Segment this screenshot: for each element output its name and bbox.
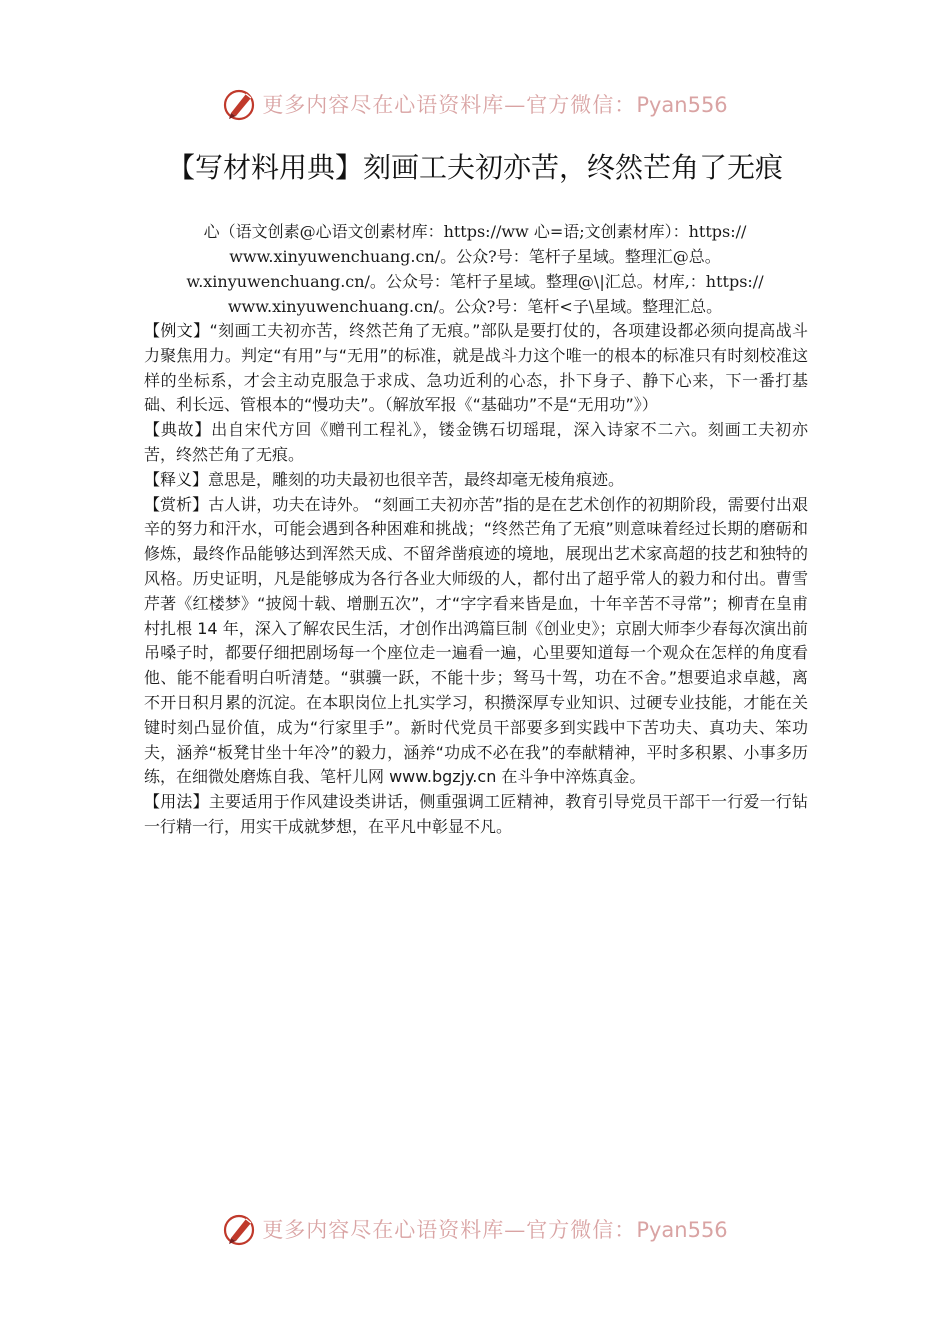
section-tag: 【赏析】: [144, 494, 209, 514]
source-info: [140, 219, 810, 319]
section-text: “刻画工夫初亦苦，终然芒角了无痕。”部队是要打仗的，各项建设都必须向提高战斗力聚焦用力。判定“有用”与“无用”的标准，就是战斗力这个唯一的根本的标准只有时刻校准这样的坐标系，才会主动克服急于求成、急功近利的心态，扑下身子、静下心来，下一番打基础、利长远、管根本的“慢功夫”。（解放军报《“基础功”不是“无用功”》）: [144, 321, 808, 415]
section-tag: 【例文】: [144, 321, 210, 340]
section-meaning: [144, 468, 808, 493]
page-title: 【写材料用典】刻画工夫初亦苦，终然芒角了无痕: [166, 151, 783, 184]
source-line: www.xinyuwenchuang.cn/。公众?号：笔杆<子\星域。整理汇总。: [227, 297, 723, 316]
section-origin: [144, 418, 808, 468]
footer-banner: [0, 1207, 950, 1251]
section-tag: 【用法】: [144, 792, 209, 812]
section-text: 意思是，雕刻的功夫最初也很辛苦，最终却毫无棱角痕迹。: [208, 469, 625, 489]
section-text: 古人讲，功夫在诗外。 “刻画工夫初亦苦”指的是在艺术创作的初期阶段，需要付出艰辛的努力和汗水，可能会遇到各种困难和挑战；“终然芒角了无痕”则意味着经过长期的磨砺和修炼，最终作品能够达到浑然天成、不留斧凿痕迹的境地，展现出艺术家高超的技艺和独特的风格。历史证明，凡是能够成为各行各业大师级的人，都付出了超乎常人的毅力和付出。曹雪芹著《红楼梦》“披阅十载、增删五次”，才“字字看来皆是血，十年辛苦不寻常”；柳青在皇甫村扎根 14 年，深入了解农民生活，才创作出鸿篇巨制《创业史》；京剧大师李少春每次演出前吊嗓子时，都要仔细把剧场每一个座位走一遍看一遍，心里要知道每一个观众在怎样的角度看他、能不能看明白听清楚。“骐骥一跃，不能十步；驽马十驾，功在不舍。”想要追求卓越，离不开日积月累的沉淀。在本职岗位上扎实学习，积攒深厚专业知识、过硬专业技能，才能在关键时刻凸显价值，成为“行家里手”。新时代党员干部要多到实践中下苦功夫、真功夫、笨功夫，涵养“板凳甘坐十年冷”的毅力，涵养“功成不必在我”的奉献精神，平时多积累、小事多历练，在细微处磨炼自我、笔杆儿网 www.bgzjy.cn 在斗争中淬炼真金。: [144, 494, 808, 787]
section-tag: 【释义】: [144, 469, 209, 489]
wechat-id: Pyan556: [636, 93, 728, 117]
pen-logo-icon: [222, 1211, 258, 1247]
section-text: 主要适用于作风建设类讲话，侧重强调工匠精神，教育引导党员干部干一行爱一行钻一行精一行，用实干成就梦想，在平凡中彰显不凡。: [144, 792, 808, 836]
pen-logo-icon: [222, 86, 258, 122]
header-banner: [0, 82, 950, 126]
source-line: 心（语文创素@心语文创素材库：https://ww 心=语;文创素材库）：https://: [203, 222, 747, 241]
banner-slogan: 更多内容尽在心语资料库—官方微信：: [262, 93, 637, 117]
banner-text: [262, 89, 727, 119]
banner-text: [262, 1214, 727, 1244]
section-example: [144, 319, 808, 418]
wechat-id: Pyan556: [636, 1218, 728, 1242]
section-usage: [144, 790, 808, 840]
section-text: 出自宋代方回《赠刊工程礼》，镂金镌石切瑶琨，深入诗家不二六。刻画工夫初亦苦，终然芒角了无痕。: [144, 420, 808, 464]
section-analysis: [144, 493, 808, 791]
source-line: w.xinyuwenchuang.cn/。公众号：笔杆子星域。整理@\|汇总。材库,：https://: [186, 272, 764, 291]
source-line: www.xinyuwenchuang.cn/。公众?号：笔杆子星域。整理汇@总。: [229, 247, 721, 266]
article-body: [144, 319, 808, 840]
banner-slogan: 更多内容尽在心语资料库—官方微信：: [262, 1218, 637, 1242]
section-tag: 【典故】: [144, 420, 212, 440]
